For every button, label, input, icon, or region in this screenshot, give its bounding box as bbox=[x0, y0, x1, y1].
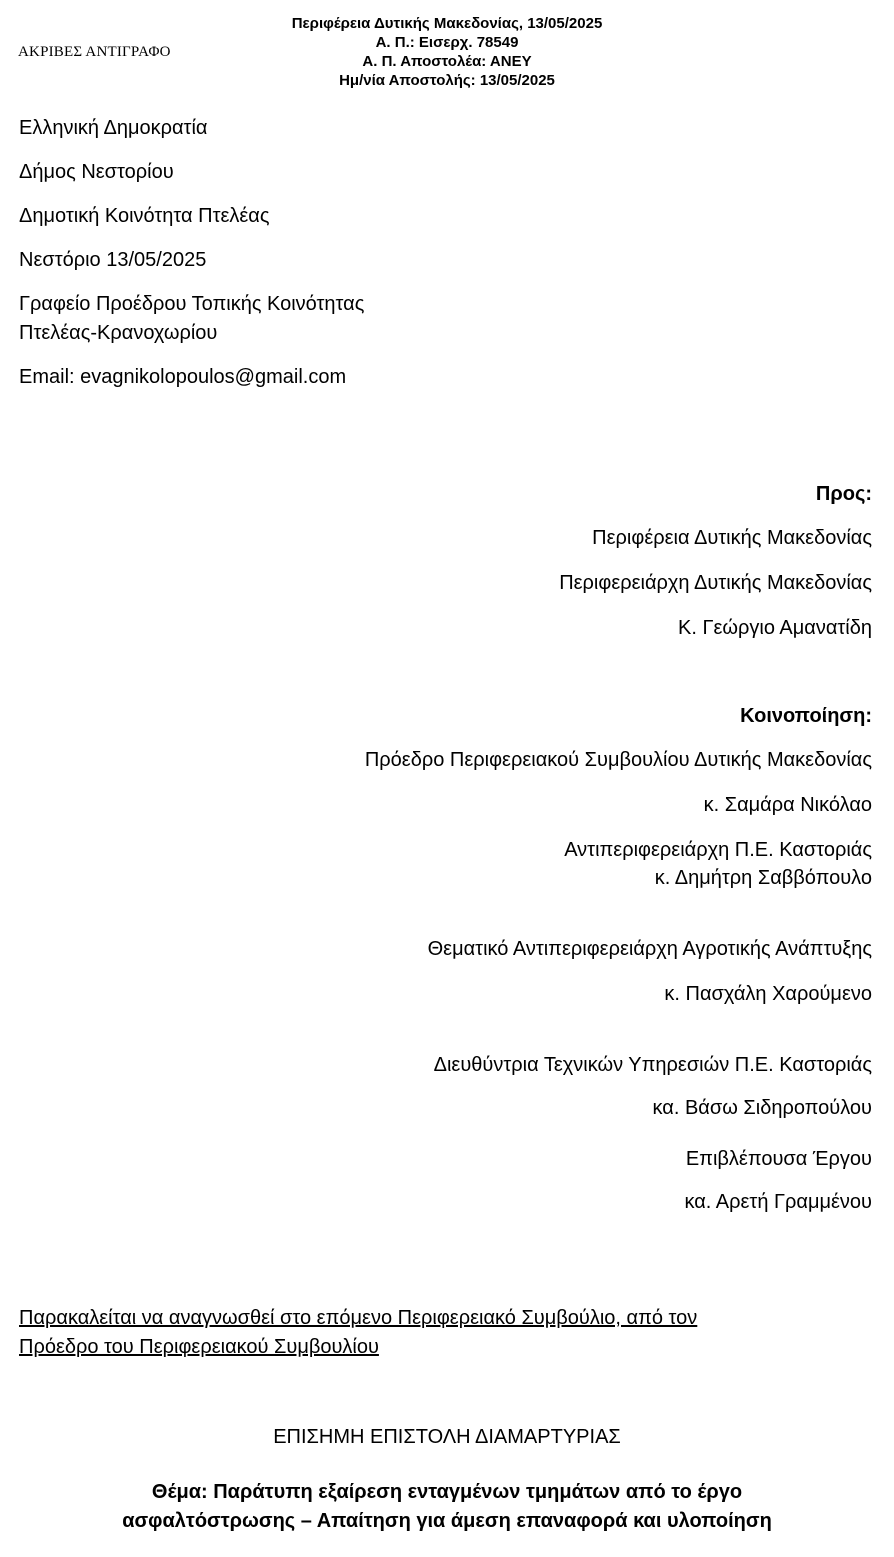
cc-deputy-governor-name: κ. Δημήτρη Σαββόπουλο bbox=[654, 867, 872, 889]
cc-deputy-governor-title: Αντιπεριφερειάρχη Π.Ε. Καστοριάς bbox=[564, 839, 872, 861]
sender-email: Email: evagnikolopoulos@gmail.com bbox=[19, 366, 347, 388]
cc-supervisor-name: κα. Αρετή Γραμμένου bbox=[684, 1191, 872, 1213]
sender-block bbox=[19, 114, 364, 407]
cc-technical-director-name: κα. Βάσω Σιδηροπούλου bbox=[652, 1097, 872, 1119]
cc-technical-director-title: Διευθύντρια Τεχνικών Υπηρεσιών Π.Ε. Καστοριάς bbox=[433, 1054, 872, 1076]
recipient-governor-name: Κ. Γεώργιο Αμανατίδη bbox=[678, 617, 872, 639]
subject-line1: Θέμα: Παράτυπη εξαίρεση ενταγμένων τμημάτων από το έργο bbox=[151, 1481, 743, 1503]
reading-request-line2: Πρόεδρο του Περιφερειακού Συμβουλίου bbox=[19, 1336, 379, 1358]
cc-council-president-title: Πρόεδρο Περιφερειακού Συμβουλίου Δυτικής Μακεδονίας bbox=[364, 749, 872, 771]
certified-copy-stamp: ΑΚΡΙΒΕΣ ΑΝΤΙΓΡΑΦΟ bbox=[18, 44, 171, 60]
letter-title: ΕΠΙΣΗΜΗ ΕΠΙΣΤΟΛΗ ΔΙΑΜΑΡΤΥΡΙΑΣ bbox=[273, 1426, 621, 1448]
registry-stamp bbox=[0, 14, 894, 90]
registry-send-date: Ημ/νία Αποστολής: 13/05/2025 bbox=[339, 72, 555, 89]
registry-sender-number: Α. Π. Αποστολέα: ΑΝΕΥ bbox=[362, 53, 532, 70]
sender-community: Δημοτική Κοινότητα Πτελέας bbox=[19, 205, 270, 227]
recipients-block bbox=[365, 480, 872, 1216]
cc-supervisor-title: Επιβλέπουσα Έργου bbox=[685, 1148, 872, 1170]
recipient-governor-title: Περιφερειάρχη Δυτικής Μακεδονίας bbox=[559, 572, 872, 594]
cc-heading: Κοινοποίηση: bbox=[740, 705, 872, 727]
registry-incoming-number: Α. Π.: Εισερχ. 78549 bbox=[375, 34, 519, 51]
sender-place-date: Νεστόριο 13/05/2025 bbox=[19, 249, 207, 271]
subject-line2: ασφαλτόστρωσης – Απαίτηση για άμεση επαναφορά και υλοποίηση bbox=[122, 1510, 772, 1532]
subject bbox=[0, 1478, 894, 1536]
recipient-region: Περιφέρεια Δυτικής Μακεδονίας bbox=[592, 527, 872, 549]
sender-municipality: Δήμος Νεστορίου bbox=[19, 161, 174, 183]
sender-state: Ελληνική Δημοκρατία bbox=[19, 117, 208, 139]
reading-request-line1: Παρακαλείται να αναγνωσθεί στο επόμενο Περιφερειακό Συμβούλιο, από τον bbox=[19, 1307, 698, 1329]
cc-agriculture-deputy-name: κ. Πασχάλη Χαρούμενο bbox=[664, 983, 872, 1005]
cc-council-president-name: κ. Σαμάρα Νικόλαο bbox=[703, 794, 872, 816]
to-heading: Προς: bbox=[815, 483, 872, 505]
registry-region-date: Περιφέρεια Δυτικής Μακεδονίας, 13/05/2025 bbox=[291, 15, 603, 32]
sender-office bbox=[19, 290, 364, 348]
cc-agriculture-deputy-title: Θεματικό Αντιπεριφερειάρχη Αγροτικής Ανάπτυξης bbox=[427, 938, 872, 960]
reading-request bbox=[19, 1304, 697, 1362]
sender-office-line1: Γραφείο Προέδρου Τοπικής Κοινότητας bbox=[19, 293, 365, 315]
sender-office-line2: Πτελέας-Κρανοχωρίου bbox=[19, 322, 218, 344]
